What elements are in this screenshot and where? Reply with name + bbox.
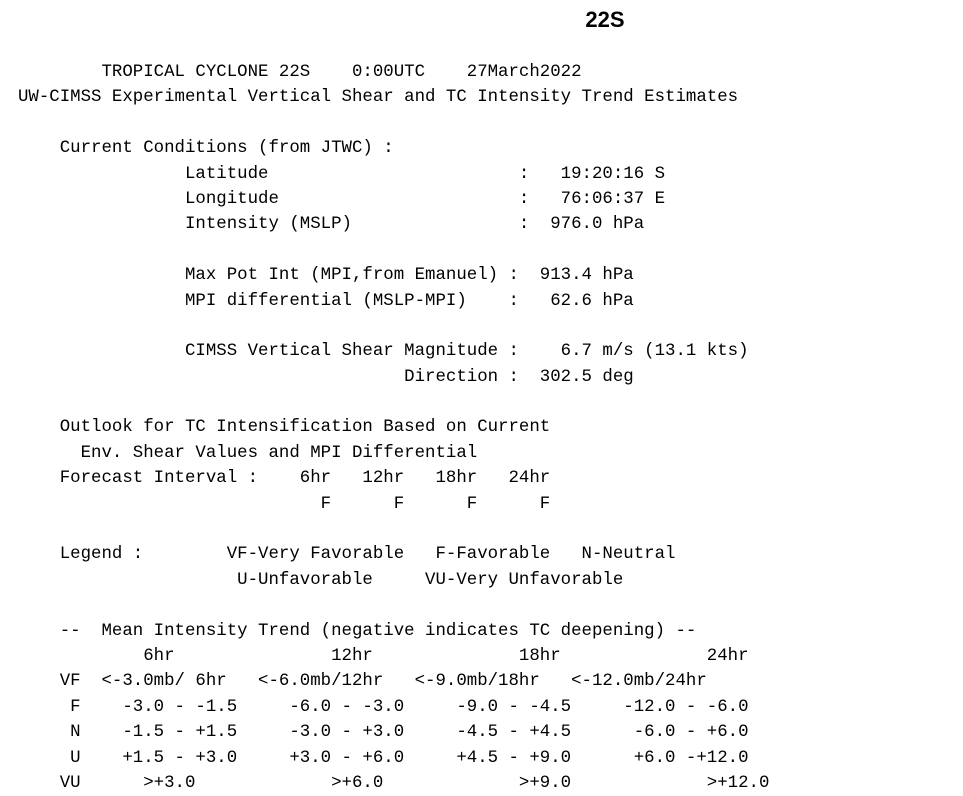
blank-line [18,593,769,618]
latitude-row: Latitude : 19:20:16 S [18,164,666,184]
trend-row-vu: VU >+3.0 >+6.0 >+9.0 >+12.0 [18,773,770,793]
blank-line [18,390,769,415]
blank-line [18,111,769,136]
trend-row-vf: VF <-3.0mb/ 6hr <-6.0mb/12hr <-9.0mb/18hr <-12.0mb/24hr [18,672,707,692]
legend-row-1: Legend : VF-Very Favorable F-Favorable N-Neutral [18,545,676,565]
trend-row-f: F -3.0 - -1.5 -6.0 - -3.0 -9.0 - -4.5 -12.0 - -6.0 [18,697,749,717]
forecast-interval-row: Forecast Interval : 6hr 12hr 18hr 24hr [18,469,551,489]
blank-line [18,314,769,339]
trend-column-headers: 6hr 12hr 18hr 24hr [18,646,749,666]
trend-heading: -- Mean Intensity Trend (negative indicates TC deepening) -- [18,621,697,641]
mpi-differential-row: MPI differential (MSLP-MPI) : 62.6 hPa [18,291,634,311]
page-title: 22S [585,7,625,32]
header-line: TROPICAL CYCLONE 22S 0:00UTC 27March2022 [18,63,582,82]
shear-magnitude-row: CIMSS Vertical Shear Magnitude : 6.7 m/s (13.1 kts) [18,342,749,362]
legend-row-2: U-Unfavorable VU-Very Unfavorable [18,570,624,590]
trend-row-n: N -1.5 - +1.5 -3.0 - +3.0 -4.5 - +4.5 -6.0 - +6.0 [18,723,749,743]
outlook-subheading: Env. Shear Values and MPI Differential [18,443,478,463]
trend-row-u: U +1.5 - +3.0 +3.0 - +6.0 +4.5 - +9.0 +6.0 -+12.0 [18,748,749,768]
forecast-values-row: F F F F [18,494,551,514]
shear-direction-row: Direction : 302.5 deg [18,367,634,387]
outlook-heading: Outlook for TC Intensification Based on Current [18,418,551,438]
bulletin-text [18,60,769,796]
intensity-row: Intensity (MSLP) : 976.0 hPa [18,215,645,235]
longitude-row: Longitude : 76:06:37 E [18,189,666,209]
blank-line [18,517,769,542]
current-conditions-heading: Current Conditions (from JTWC) : [18,139,394,159]
blank-line [18,238,769,263]
mpi-row: Max Pot Int (MPI,from Emanuel) : 913.4 hPa [18,266,634,286]
subtitle-line: UW-CIMSS Experimental Vertical Shear and TC Intensity Trend Estimates [18,88,739,108]
